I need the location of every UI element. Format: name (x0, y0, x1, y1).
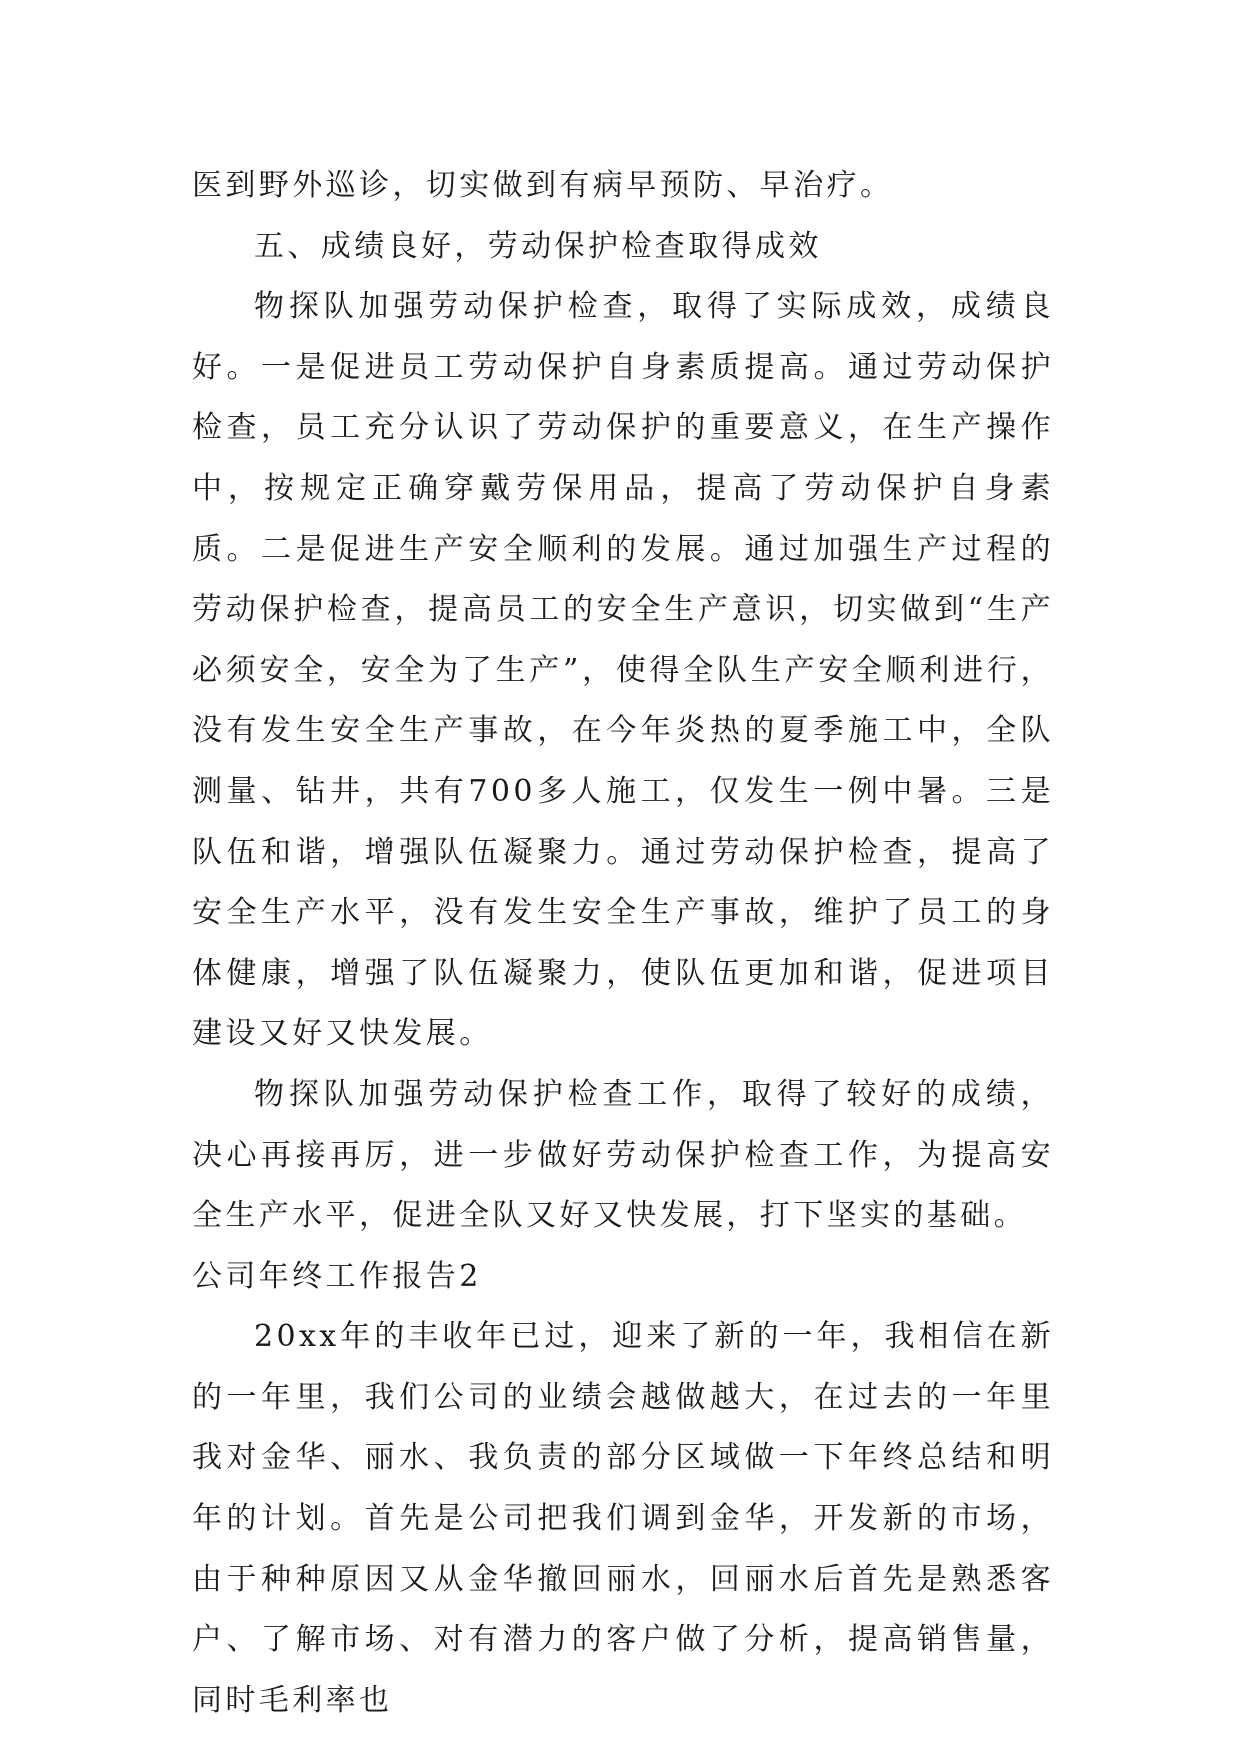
paragraph-continuation: 医到野外巡诊，切实做到有病早预防、早治疗。 (192, 168, 894, 203)
paragraph-report-intro: 20xx年的丰收年已过，迎来了新的一年，我相信在新的一年里，我们公司的业绩会越做越大，在过去的一年里我对金华、丽水、我负责的部分区域做一下年终总结和明年的计划。首先是公司把我们调到金华，开发新的市场，由于种种原因又从金华撤回丽水，回丽水后首先是熟悉客户、了解市场、对有潜力的客户做了分析，提高销售量，同时毛利率也 (192, 1319, 1054, 1718)
paragraph-conclusion: 物探队加强劳动保护检查工作，取得了较好的成绩，决心再接再厉，进一步做好劳动保护检查工作，为提高安全生产水平，促进全队又好又快发展，打下坚实的基础。 (192, 1076, 1054, 1234)
section-heading-five: 五、成绩良好，劳动保护检查取得成效 (254, 228, 822, 264)
report-title-2: 公司年终工作报告2 (192, 1258, 482, 1294)
document-body (192, 156, 1054, 1731)
paragraph-achievements: 物探队加强劳动保护检查，取得了实际成效，成绩良好。一是促进员工劳动保护自身素质提高。通过劳动保护检查，员工充分认识了劳动保护的重要意义，在生产操作中，按规定正确穿戴劳保用品，提高了劳动保护自身素质。二是促进生产安全顺利的发展。通过加强生产过程的劳动保护检查，提高员工的安全生产意识，切实做到“生产必须安全，安全为了生产”，使得全队生产安全顺利进行，没有发生安全生产事故，在今年炎热的夏季施工中，全队测量、钻井，共有700多人施工，仅发生一例中暑。三是队伍和谐，增强队伍凝聚力。通过劳动保护检查，提高了安全生产水平，没有发生安全生产事故，维护了员工的身体健康，增强了队伍凝聚力，使队伍更加和谐，促进项目建设又好又快发展。 (192, 289, 1054, 1052)
